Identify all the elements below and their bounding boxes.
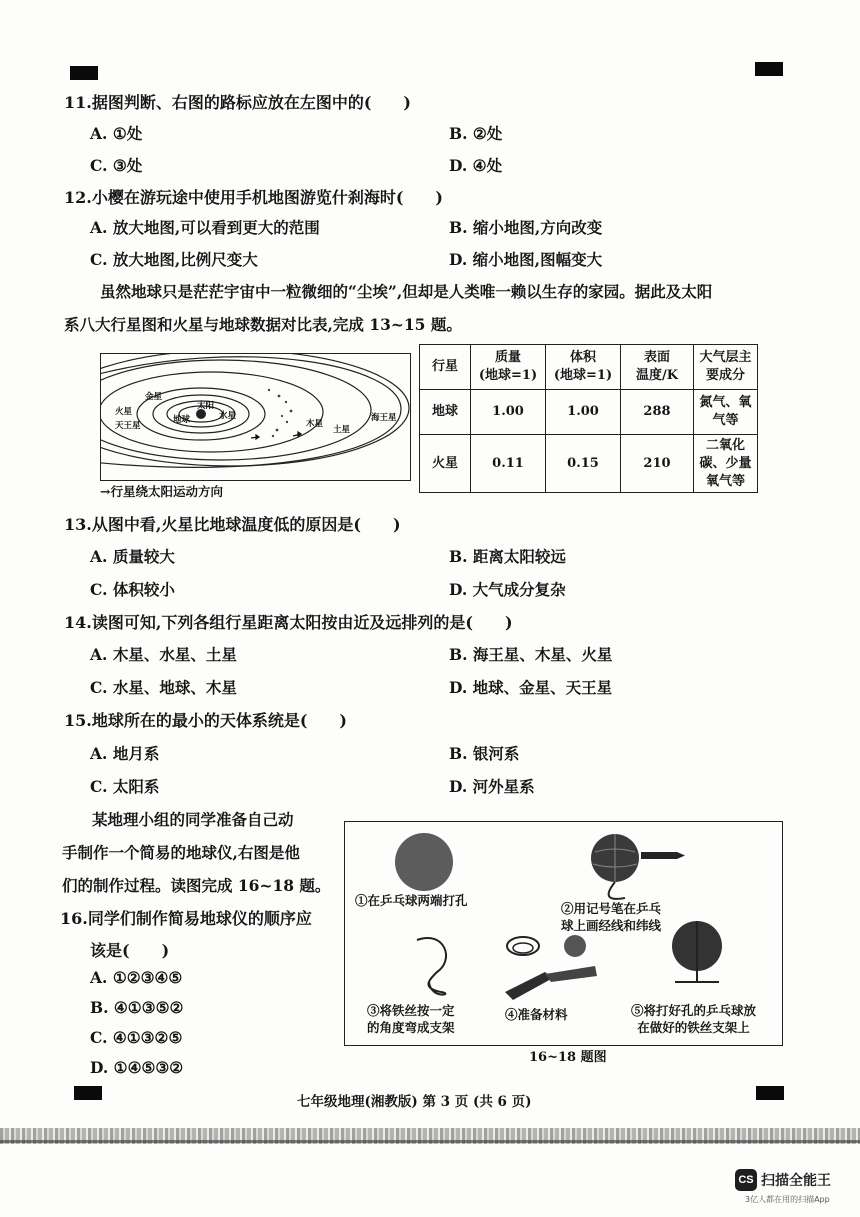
solar-system-orbit-figure: [100, 353, 411, 481]
registration-mark-bottom-left: [74, 1086, 102, 1100]
table-header-row: [420, 345, 758, 390]
q16-option-b[interactable]: B. ④①③⑤②: [90, 998, 184, 1017]
globe-steps-figure: [344, 821, 783, 1046]
question-16-line-1: 16.同学们制作简易地球仪的顺序应: [60, 909, 312, 928]
question-12: 12.小樱在游玩途中使用手机地图游览什刹海时( ): [64, 188, 443, 207]
header-mass: 质量 (地球=1): [471, 345, 546, 390]
orbit-label-neptune: 海王星: [371, 412, 397, 422]
cell-atmosphere: 氮气、氧 气等: [694, 390, 758, 435]
q15-option-d[interactable]: D. 河外星系: [449, 777, 535, 796]
q11-option-c[interactable]: C. ③处: [90, 156, 143, 175]
q14-option-a[interactable]: A. 木星、水星、土星: [90, 645, 237, 664]
materials-icon: [505, 935, 597, 1000]
question-16-line-2: 该是( ): [90, 941, 170, 960]
orbit-label-venus: 金星: [145, 391, 163, 401]
registration-mark-top-left: [70, 66, 98, 80]
marker-pen-icon: [641, 852, 677, 859]
step-5-caption: ⑤将打好孔的乒乓球放 在做好的铁丝支架上: [631, 1003, 757, 1035]
wire-stand-icon: [417, 938, 446, 995]
cell-volume: 0.15: [546, 435, 621, 493]
step-4-caption: ④准备材料: [505, 1007, 568, 1022]
cell-temp: 210: [621, 435, 694, 493]
table-row-mars: [420, 435, 758, 493]
globe-intro-line-1: 某地理小组的同学准备自己动: [92, 810, 294, 829]
page-footer: 七年级地理(湘教版) 第 3 页 (共 6 页): [297, 1094, 532, 1110]
cell-mass: 1.00: [471, 390, 546, 435]
step-3-caption: ③将铁丝按一定 的角度弯成支架: [367, 1003, 455, 1035]
q16-option-c[interactable]: C. ④①③②⑤: [90, 1028, 183, 1047]
header-volume: 体积 (地球=1): [546, 345, 621, 390]
q14-option-d[interactable]: D. 地球、金星、天王星: [449, 678, 613, 697]
pingpong-ball-icon: [395, 833, 453, 891]
q13-option-b[interactable]: B. 距离太阳较远: [449, 547, 566, 566]
registration-mark-bottom-right: [756, 1086, 784, 1100]
header-temperature: 表面 温度/K: [621, 345, 694, 390]
header-planet: 行星: [420, 345, 471, 390]
q11-option-d[interactable]: D. ④处: [449, 156, 503, 175]
cell-name: 火星: [420, 435, 471, 493]
q13-option-a[interactable]: A. 质量较大: [90, 547, 175, 566]
orbit-label-earth: 地球: [173, 414, 191, 424]
orbit-label-saturn: 土星: [333, 424, 351, 434]
q11-option-a[interactable]: A. ①处: [90, 124, 143, 143]
question-15: 15.地球所在的最小的天体系统是( ): [64, 711, 347, 730]
solar-intro-line-1: 虽然地球只是茫茫宇宙中一粒微细的“尘埃”,但却是人类唯一赖以生存的家园。据此及太阳: [100, 282, 713, 301]
orbit-caption: →行星绕太阳运动方向: [100, 484, 223, 499]
scan-edge-line: [0, 1140, 860, 1143]
globe-intro-line-3: 们的制作过程。读图完成 16~18 题。: [62, 876, 331, 895]
cs-logo-icon: CS: [735, 1169, 757, 1191]
question-13: 13.从图中看,火星比地球温度低的原因是( ): [64, 515, 401, 534]
q11-option-b[interactable]: B. ②处: [449, 124, 503, 143]
q13-option-d[interactable]: D. 大气成分复杂: [449, 580, 566, 599]
globe-intro-line-2: 手制作一个简易的地球仪,右图是他: [62, 843, 300, 862]
header-atmosphere: 大气层主 要成分: [694, 345, 758, 390]
cell-name: 地球: [420, 390, 471, 435]
orbit-label-mars: 火星: [115, 406, 133, 416]
registration-mark-top-right: [755, 62, 783, 76]
step-1-caption: ①在乒乓球两端打孔: [355, 893, 468, 908]
q16-option-d[interactable]: D. ①④⑤③②: [90, 1058, 184, 1077]
planet-comparison-table: [419, 344, 758, 493]
orbit-label-mercury: 水星: [219, 410, 237, 420]
table-row-earth: [420, 390, 758, 435]
q12-option-c[interactable]: C. 放大地图,比例尺变大: [90, 250, 258, 269]
q12-option-d[interactable]: D. 缩小地图,图幅变大: [449, 250, 603, 269]
q14-option-b[interactable]: B. 海王星、木星、火星: [449, 645, 613, 664]
step-2-caption: ②用记号笔在乒乓 球上画经线和纬线: [561, 901, 662, 933]
watermark-brand: 扫描全能王: [761, 1173, 831, 1189]
q15-option-c[interactable]: C. 太阳系: [90, 777, 160, 796]
orbit-label-jupiter: 木星: [306, 418, 324, 428]
steps-figure-caption: 16~18 题图: [529, 1050, 607, 1065]
orbit-label-uranus: 天王星: [115, 420, 141, 430]
solar-intro-line-2: 系八大行星图和火星与地球数据对比表,完成 13~15 题。: [64, 315, 462, 334]
cell-mass: 0.11: [471, 435, 546, 493]
q14-option-c[interactable]: C. 水星、地球、木星: [90, 678, 237, 697]
q13-option-c[interactable]: C. 体积较小: [90, 580, 175, 599]
scanner-watermark: [735, 1167, 855, 1207]
q12-option-a[interactable]: A. 放大地图,可以看到更大的范围: [90, 218, 320, 237]
q15-option-b[interactable]: B. 银河系: [449, 744, 520, 763]
orbit-label-sun: 太阳: [197, 400, 215, 410]
question-11: 11.据图判断、右图的路标应放在左图中的( ): [64, 93, 411, 112]
q15-option-a[interactable]: A. 地月系: [90, 744, 160, 763]
orbit-diagram: [101, 354, 410, 480]
watermark-tagline: 3亿人都在用的扫描App: [745, 1195, 830, 1204]
q12-option-b[interactable]: B. 缩小地图,方向改变: [449, 218, 603, 237]
cell-atmosphere: 二氧化 碳、少量 氧气等: [694, 435, 758, 493]
cell-volume: 1.00: [546, 390, 621, 435]
cell-temp: 288: [621, 390, 694, 435]
q16-option-a[interactable]: A. ①②③④⑤: [90, 968, 183, 987]
question-14: 14.读图可知,下列各组行星距离太阳按由近及远排列的是( ): [64, 613, 513, 632]
